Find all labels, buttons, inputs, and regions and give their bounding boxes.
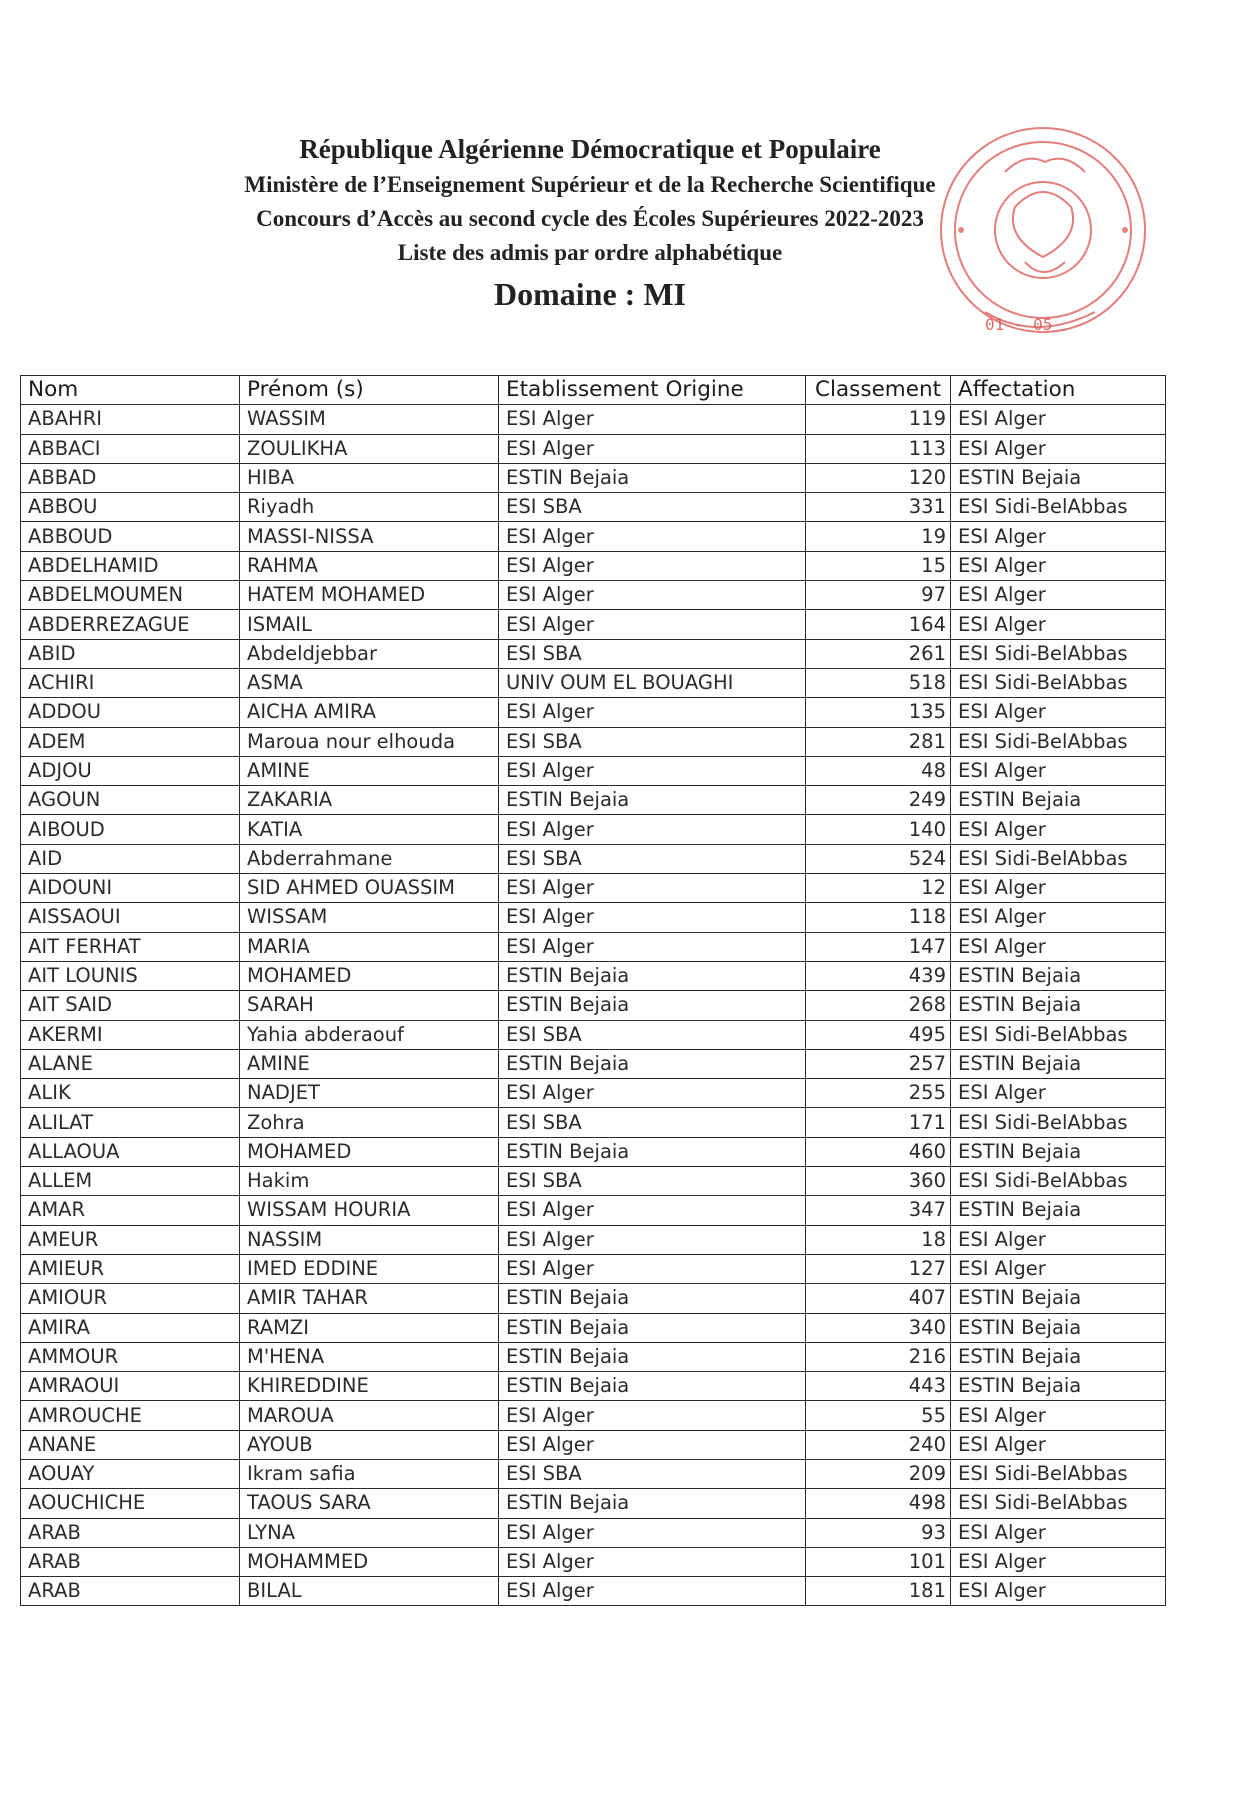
- list-subtitle: Liste des admis par ordre alphabétique: [397, 240, 783, 265]
- cell-affectation: ESI Sidi-BelAbbas: [951, 1108, 1166, 1137]
- table-row: [21, 1430, 1166, 1459]
- cell-prenom: MASSI-NISSA: [240, 522, 499, 551]
- table-row: [21, 1020, 1166, 1049]
- cell-etablissement: ESI Alger: [499, 1196, 806, 1225]
- cell-etablissement: ESI Alger: [499, 874, 806, 903]
- table-row: [21, 1196, 1166, 1225]
- cell-prenom: ZOULIKHA: [240, 434, 499, 463]
- cell-affectation: ESI Alger: [951, 1401, 1166, 1430]
- table-row: [21, 551, 1166, 580]
- cell-prenom: Abdeldjebbar: [240, 639, 499, 668]
- cell-affectation: ESTIN Bejaia: [951, 1196, 1166, 1225]
- cell-classement: 268: [806, 991, 951, 1020]
- cell-classement: 249: [806, 786, 951, 815]
- cell-affectation: ESI Alger: [951, 610, 1166, 639]
- cell-classement: 360: [806, 1167, 951, 1196]
- cell-nom: AMIRA: [21, 1313, 240, 1342]
- cell-affectation: ESTIN Bejaia: [951, 1049, 1166, 1078]
- table-row: [21, 756, 1166, 785]
- cell-nom: ABDELHAMID: [21, 551, 240, 580]
- cell-prenom: Maroua nour elhouda: [240, 727, 499, 756]
- admitted-list-table: [20, 375, 1166, 1606]
- cell-affectation: ESTIN Bejaia: [951, 1137, 1166, 1166]
- cell-prenom: RAHMA: [240, 551, 499, 580]
- table-row: [21, 903, 1166, 932]
- cell-nom: ALIK: [21, 1079, 240, 1108]
- cell-etablissement: ESTIN Bejaia: [499, 1342, 806, 1371]
- cell-affectation: ESI Alger: [951, 1079, 1166, 1108]
- cell-etablissement: ESTIN Bejaia: [499, 991, 806, 1020]
- cell-classement: 181: [806, 1577, 951, 1606]
- cell-prenom: ASMA: [240, 668, 499, 697]
- cell-classement: 460: [806, 1137, 951, 1166]
- cell-etablissement: ESI Alger: [499, 581, 806, 610]
- cell-prenom: NASSIM: [240, 1225, 499, 1254]
- cell-affectation: ESI Alger: [951, 1577, 1166, 1606]
- cell-affectation: ESI Alger: [951, 756, 1166, 785]
- cell-prenom: MOHAMED: [240, 961, 499, 990]
- cell-prenom: Ikram safia: [240, 1459, 499, 1488]
- cell-prenom: MARIA: [240, 932, 499, 961]
- table-row: [21, 1137, 1166, 1166]
- table-row: [21, 815, 1166, 844]
- cell-etablissement: ESI Alger: [499, 405, 806, 434]
- cell-classement: 147: [806, 932, 951, 961]
- cell-etablissement: ESI Alger: [499, 1401, 806, 1430]
- cell-classement: 55: [806, 1401, 951, 1430]
- cell-etablissement: ESI Alger: [499, 815, 806, 844]
- cell-nom: AOUAY: [21, 1459, 240, 1488]
- cell-classement: 120: [806, 463, 951, 492]
- cell-prenom: MOHAMED: [240, 1137, 499, 1166]
- contest-title: Concours d’Accès au second cycle des Écoles Supérieures 2022-2023: [256, 206, 924, 231]
- cell-affectation: ESI Sidi-BelAbbas: [951, 639, 1166, 668]
- cell-etablissement: ESTIN Bejaia: [499, 463, 806, 492]
- cell-affectation: ESI Alger: [951, 1518, 1166, 1547]
- ministry-title: Ministère de l’Enseignement Supérieur et de la Recherche Scientifique: [244, 172, 936, 197]
- cell-affectation: ESI Alger: [951, 932, 1166, 961]
- cell-prenom: HIBA: [240, 463, 499, 492]
- table-row: [21, 698, 1166, 727]
- cell-nom: AMIOUR: [21, 1284, 240, 1313]
- cell-prenom: Yahia abderaouf: [240, 1020, 499, 1049]
- table-row: [21, 405, 1166, 434]
- column-header-etablissement: Etablissement Origine: [499, 376, 806, 405]
- cell-prenom: NADJET: [240, 1079, 499, 1108]
- cell-nom: ARAB: [21, 1547, 240, 1576]
- cell-nom: AMAR: [21, 1196, 240, 1225]
- cell-affectation: ESTIN Bejaia: [951, 463, 1166, 492]
- cell-nom: ALANE: [21, 1049, 240, 1078]
- cell-prenom: AMINE: [240, 1049, 499, 1078]
- table-row: [21, 1167, 1166, 1196]
- cell-prenom: HATEM MOHAMED: [240, 581, 499, 610]
- cell-etablissement: ESI SBA: [499, 844, 806, 873]
- column-header-classement: Classement: [806, 376, 951, 405]
- cell-classement: 261: [806, 639, 951, 668]
- cell-nom: AOUCHICHE: [21, 1489, 240, 1518]
- cell-classement: 48: [806, 756, 951, 785]
- table-row: [21, 961, 1166, 990]
- cell-classement: 15: [806, 551, 951, 580]
- cell-nom: ARAB: [21, 1577, 240, 1606]
- cell-classement: 255: [806, 1079, 951, 1108]
- cell-etablissement: ESI Alger: [499, 932, 806, 961]
- table-row: [21, 844, 1166, 873]
- cell-etablissement: ESI SBA: [499, 1108, 806, 1137]
- cell-affectation: ESTIN Bejaia: [951, 1284, 1166, 1313]
- cell-classement: 439: [806, 961, 951, 990]
- cell-affectation: ESI Alger: [951, 903, 1166, 932]
- cell-classement: 518: [806, 668, 951, 697]
- table-row: [21, 1459, 1166, 1488]
- cell-prenom: RAMZI: [240, 1313, 499, 1342]
- table-row: [21, 1284, 1166, 1313]
- cell-nom: ADJOU: [21, 756, 240, 785]
- cell-etablissement: ESI Alger: [499, 903, 806, 932]
- table-row: [21, 727, 1166, 756]
- cell-classement: 495: [806, 1020, 951, 1049]
- cell-classement: 97: [806, 581, 951, 610]
- cell-classement: 18: [806, 1225, 951, 1254]
- cell-affectation: ESI Alger: [951, 581, 1166, 610]
- cell-affectation: ESI Alger: [951, 815, 1166, 844]
- cell-affectation: ESI Sidi-BelAbbas: [951, 668, 1166, 697]
- table-row: [21, 1108, 1166, 1137]
- cell-etablissement: ESI SBA: [499, 639, 806, 668]
- cell-prenom: Zohra: [240, 1108, 499, 1137]
- cell-etablissement: ESTIN Bejaia: [499, 1049, 806, 1078]
- cell-etablissement: ESI SBA: [499, 1459, 806, 1488]
- cell-classement: 140: [806, 815, 951, 844]
- cell-nom: ACHIRI: [21, 668, 240, 697]
- cell-prenom: WASSIM: [240, 405, 499, 434]
- cell-prenom: MAROUA: [240, 1401, 499, 1430]
- cell-affectation: ESTIN Bejaia: [951, 1342, 1166, 1371]
- cell-nom: ADEM: [21, 727, 240, 756]
- cell-prenom: KATIA: [240, 815, 499, 844]
- cell-nom: AMEUR: [21, 1225, 240, 1254]
- cell-affectation: ESI Alger: [951, 434, 1166, 463]
- cell-prenom: Abderrahmane: [240, 844, 499, 873]
- cell-nom: ABDERREZAGUE: [21, 610, 240, 639]
- cell-affectation: ESTIN Bejaia: [951, 1372, 1166, 1401]
- cell-nom: ALLAOUA: [21, 1137, 240, 1166]
- cell-classement: 127: [806, 1254, 951, 1283]
- table-row: [21, 1489, 1166, 1518]
- cell-affectation: ESTIN Bejaia: [951, 786, 1166, 815]
- table-row: [21, 639, 1166, 668]
- cell-etablissement: ESI Alger: [499, 434, 806, 463]
- table-row: [21, 1254, 1166, 1283]
- cell-classement: 443: [806, 1372, 951, 1401]
- cell-etablissement: ESI Alger: [499, 1225, 806, 1254]
- cell-etablissement: ESI Alger: [499, 1079, 806, 1108]
- cell-etablissement: ESI SBA: [499, 493, 806, 522]
- cell-prenom: AMIR TAHAR: [240, 1284, 499, 1313]
- column-header-affectation: Affectation: [951, 376, 1166, 405]
- cell-classement: 240: [806, 1430, 951, 1459]
- cell-classement: 498: [806, 1489, 951, 1518]
- cell-affectation: ESI Alger: [951, 1225, 1166, 1254]
- cell-nom: ABDELMOUMEN: [21, 581, 240, 610]
- cell-nom: AID: [21, 844, 240, 873]
- cell-prenom: M'HENA: [240, 1342, 499, 1371]
- cell-nom: ABBOU: [21, 493, 240, 522]
- table-row: [21, 1049, 1166, 1078]
- cell-prenom: WISSAM: [240, 903, 499, 932]
- cell-prenom: KHIREDDINE: [240, 1372, 499, 1401]
- cell-prenom: IMED EDDINE: [240, 1254, 499, 1283]
- table-row: [21, 1401, 1166, 1430]
- table-row: [21, 434, 1166, 463]
- table-row: [21, 786, 1166, 815]
- cell-etablissement: ESI SBA: [499, 727, 806, 756]
- cell-classement: 347: [806, 1196, 951, 1225]
- table-row: [21, 1518, 1166, 1547]
- cell-nom: ABAHRI: [21, 405, 240, 434]
- cell-affectation: ESI Alger: [951, 522, 1166, 551]
- table-row: [21, 668, 1166, 697]
- cell-prenom: SID AHMED OUASSIM: [240, 874, 499, 903]
- column-header-nom: Nom: [21, 376, 240, 405]
- table-row: [21, 1225, 1166, 1254]
- cell-affectation: ESI Alger: [951, 698, 1166, 727]
- cell-nom: AIT LOUNIS: [21, 961, 240, 990]
- cell-classement: 340: [806, 1313, 951, 1342]
- cell-nom: AIBOUD: [21, 815, 240, 844]
- cell-etablissement: UNIV OUM EL BOUAGHI: [499, 668, 806, 697]
- cell-etablissement: ESI Alger: [499, 698, 806, 727]
- cell-classement: 113: [806, 434, 951, 463]
- table-row: [21, 581, 1166, 610]
- cell-nom: AISSAOUI: [21, 903, 240, 932]
- cell-prenom: AICHA AMIRA: [240, 698, 499, 727]
- cell-etablissement: ESTIN Bejaia: [499, 1313, 806, 1342]
- cell-affectation: ESI Sidi-BelAbbas: [951, 844, 1166, 873]
- cell-etablissement: ESI Alger: [499, 522, 806, 551]
- cell-prenom: ZAKARIA: [240, 786, 499, 815]
- cell-affectation: ESI Sidi-BelAbbas: [951, 1489, 1166, 1518]
- cell-affectation: ESTIN Bejaia: [951, 961, 1166, 990]
- cell-affectation: ESI Sidi-BelAbbas: [951, 493, 1166, 522]
- cell-classement: 12: [806, 874, 951, 903]
- table-header-row: [21, 376, 1166, 405]
- table-row: [21, 1547, 1166, 1576]
- cell-etablissement: ESI Alger: [499, 1518, 806, 1547]
- official-stamp-icon: [925, 112, 1155, 362]
- cell-etablissement: ESTIN Bejaia: [499, 1284, 806, 1313]
- table-row: [21, 932, 1166, 961]
- cell-etablissement: ESI SBA: [499, 1020, 806, 1049]
- cell-affectation: ESI Alger: [951, 405, 1166, 434]
- cell-prenom: SARAH: [240, 991, 499, 1020]
- cell-etablissement: ESTIN Bejaia: [499, 1137, 806, 1166]
- cell-classement: 209: [806, 1459, 951, 1488]
- cell-nom: AIT SAID: [21, 991, 240, 1020]
- cell-nom: AMIEUR: [21, 1254, 240, 1283]
- cell-classement: 257: [806, 1049, 951, 1078]
- cell-etablissement: ESTIN Bejaia: [499, 1372, 806, 1401]
- cell-prenom: Hakim: [240, 1167, 499, 1196]
- cell-nom: ANANE: [21, 1430, 240, 1459]
- table-row: [21, 1313, 1166, 1342]
- cell-nom: AGOUN: [21, 786, 240, 815]
- table-row: [21, 874, 1166, 903]
- cell-nom: ALLEM: [21, 1167, 240, 1196]
- table-row: [21, 493, 1166, 522]
- cell-prenom: ISMAIL: [240, 610, 499, 639]
- cell-nom: ADDOU: [21, 698, 240, 727]
- table-row: [21, 610, 1166, 639]
- cell-classement: 171: [806, 1108, 951, 1137]
- cell-nom: AMRAOUI: [21, 1372, 240, 1401]
- cell-classement: 119: [806, 405, 951, 434]
- cell-affectation: ESI Sidi-BelAbbas: [951, 1167, 1166, 1196]
- column-header-prenom: Prénom (s): [240, 376, 499, 405]
- cell-nom: AIDOUNI: [21, 874, 240, 903]
- cell-classement: 135: [806, 698, 951, 727]
- cell-etablissement: ESI Alger: [499, 610, 806, 639]
- table-row: [21, 463, 1166, 492]
- cell-classement: 101: [806, 1547, 951, 1576]
- cell-nom: ALILAT: [21, 1108, 240, 1137]
- cell-classement: 164: [806, 610, 951, 639]
- cell-etablissement: ESTIN Bejaia: [499, 1489, 806, 1518]
- cell-prenom: AYOUB: [240, 1430, 499, 1459]
- table-row: [21, 991, 1166, 1020]
- cell-nom: AKERMI: [21, 1020, 240, 1049]
- cell-affectation: ESI Alger: [951, 874, 1166, 903]
- cell-etablissement: ESI Alger: [499, 1254, 806, 1283]
- cell-classement: 281: [806, 727, 951, 756]
- table-row: [21, 1079, 1166, 1108]
- cell-nom: AMROUCHE: [21, 1401, 240, 1430]
- cell-affectation: ESTIN Bejaia: [951, 991, 1166, 1020]
- cell-etablissement: ESI Alger: [499, 551, 806, 580]
- table-row: [21, 1577, 1166, 1606]
- cell-nom: ABID: [21, 639, 240, 668]
- cell-affectation: ESI Sidi-BelAbbas: [951, 1459, 1166, 1488]
- cell-classement: 118: [806, 903, 951, 932]
- cell-affectation: ESI Alger: [951, 551, 1166, 580]
- cell-prenom: WISSAM HOURIA: [240, 1196, 499, 1225]
- cell-affectation: ESI Sidi-BelAbbas: [951, 1020, 1166, 1049]
- cell-affectation: ESI Alger: [951, 1430, 1166, 1459]
- table-row: [21, 1372, 1166, 1401]
- table-row: [21, 1342, 1166, 1371]
- cell-classement: 93: [806, 1518, 951, 1547]
- domain-title: Domaine : MI: [494, 276, 686, 312]
- cell-classement: 19: [806, 522, 951, 551]
- cell-prenom: LYNA: [240, 1518, 499, 1547]
- cell-nom: ABBAD: [21, 463, 240, 492]
- cell-prenom: MOHAMMED: [240, 1547, 499, 1576]
- cell-etablissement: ESTIN Bejaia: [499, 961, 806, 990]
- cell-prenom: TAOUS SARA: [240, 1489, 499, 1518]
- cell-etablissement: ESI Alger: [499, 1577, 806, 1606]
- cell-classement: 407: [806, 1284, 951, 1313]
- cell-classement: 216: [806, 1342, 951, 1371]
- cell-prenom: BILAL: [240, 1577, 499, 1606]
- cell-nom: AMMOUR: [21, 1342, 240, 1371]
- cell-prenom: AMINE: [240, 756, 499, 785]
- cell-etablissement: ESI Alger: [499, 756, 806, 785]
- cell-etablissement: ESI SBA: [499, 1167, 806, 1196]
- stamp-date: 01 - 05: [985, 315, 1053, 334]
- cell-affectation: ESTIN Bejaia: [951, 1313, 1166, 1342]
- cell-classement: 331: [806, 493, 951, 522]
- cell-etablissement: ESTIN Bejaia: [499, 786, 806, 815]
- republic-title: République Algérienne Démocratique et Populaire: [299, 134, 881, 164]
- cell-affectation: ESI Alger: [951, 1547, 1166, 1576]
- cell-prenom: Riyadh: [240, 493, 499, 522]
- cell-etablissement: ESI Alger: [499, 1430, 806, 1459]
- cell-etablissement: ESI Alger: [499, 1547, 806, 1576]
- cell-classement: 524: [806, 844, 951, 873]
- cell-affectation: ESI Sidi-BelAbbas: [951, 727, 1166, 756]
- cell-nom: ABBOUD: [21, 522, 240, 551]
- cell-nom: ABBACI: [21, 434, 240, 463]
- cell-nom: ARAB: [21, 1518, 240, 1547]
- cell-nom: AIT FERHAT: [21, 932, 240, 961]
- cell-affectation: ESI Alger: [951, 1254, 1166, 1283]
- table-row: [21, 522, 1166, 551]
